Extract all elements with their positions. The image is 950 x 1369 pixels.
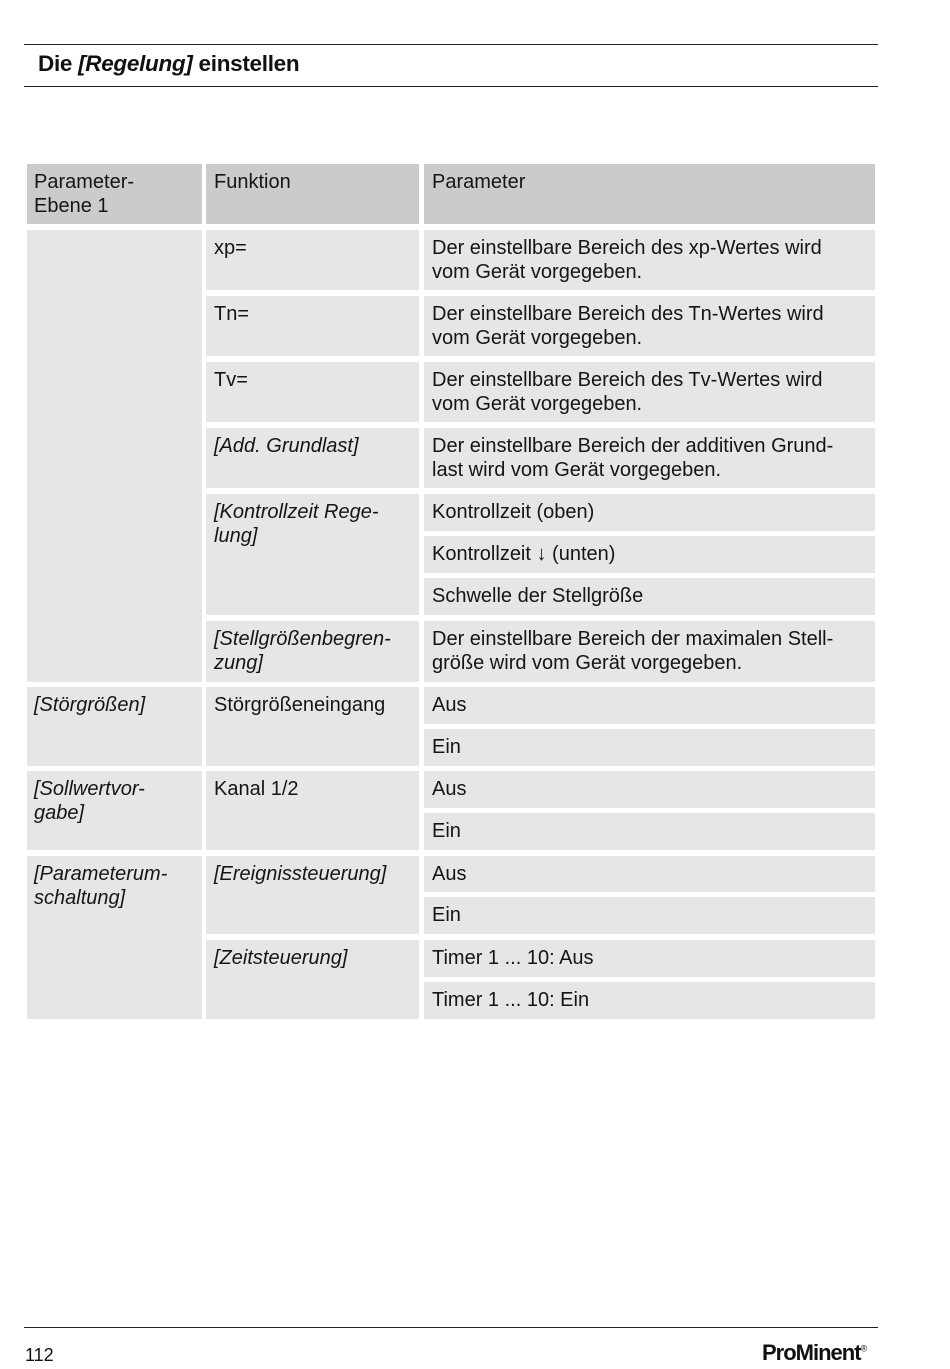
parameter-cell-tv: Der einstellbare Bereich des Tv-Wertes wird vom Gerät vorgegeben. xyxy=(424,362,875,422)
level-cell-empty xyxy=(27,230,202,682)
header-cell-level: Parameter- Ebene 1 xyxy=(27,164,202,224)
function-cell-tv: Tv= xyxy=(206,362,419,422)
header-cell-function: Funktion xyxy=(206,164,419,224)
header-rule-bottom xyxy=(24,86,878,87)
parameter-cell-stoergroessen-aus: Aus xyxy=(424,687,875,724)
parameter-cell-kontrollzeit-oben: Kontrollzeit (oben) xyxy=(424,494,875,531)
parameter-cell-schwelle: Schwelle der Stellgröße xyxy=(424,578,875,615)
parameter-cell-sollwert-ein: Ein xyxy=(424,813,875,850)
level-cell-parameterumschaltung: [Parameterum- schaltung] xyxy=(27,856,202,1019)
page-title-italic: [Regelung] xyxy=(78,51,193,76)
parameter-cell-timer-aus: Timer 1 ... 10: Aus xyxy=(424,940,875,977)
page-number: 112 xyxy=(25,1345,54,1365)
function-cell-kontrollzeit: [Kontrollzeit Rege- lung] xyxy=(206,494,419,615)
footer-rule xyxy=(24,1327,878,1328)
parameter-cell-stoergroessen-ein: Ein xyxy=(424,729,875,766)
function-cell-tn: Tn= xyxy=(206,296,419,356)
level-cell-stoergroessen: [Störgrößen] xyxy=(27,687,202,766)
function-cell-xp: xp= xyxy=(206,230,419,290)
parameter-cell-timer-ein: Timer 1 ... 10: Ein xyxy=(424,982,875,1019)
prominent-logo: ProMinent® xyxy=(762,1340,868,1365)
parameter-cell-xp: Der einstellbare Bereich des xp-Wertes wird vom Gerät vorgegeben. xyxy=(424,230,875,290)
parameter-cell-sollwert-aus: Aus xyxy=(424,771,875,808)
function-cell-stellgroessenbegrenzung: [Stellgrößenbegren- zung] xyxy=(206,621,419,682)
parameter-cell-ereignis-ein: Ein xyxy=(424,897,875,934)
function-cell-grundlast: [Add. Grundlast] xyxy=(206,428,419,488)
function-cell-ereignissteuerung: [Ereignissteuerung] xyxy=(206,856,419,934)
parameter-cell-stellgroessenbegrenzung: Der einstellbare Bereich der maximalen Stell- größe wird vom Gerät vorgegeben. xyxy=(424,621,875,682)
parameter-cell-grundlast: Der einstellbare Bereich der additiven Grund- last wird vom Gerät vorgegeben. xyxy=(424,428,875,488)
level-cell-sollwertvorgabe: [Sollwertvor- gabe] xyxy=(27,771,202,850)
parameter-cell-kontrollzeit-unten: Kontrollzeit ↓ (unten) xyxy=(424,536,875,573)
function-cell-stoergroesseneingang: Störgrößeneingang xyxy=(206,687,419,766)
header-rule-top xyxy=(24,44,878,45)
parameter-cell-ereignis-aus: Aus xyxy=(424,856,875,892)
header-cell-parameter: Parameter xyxy=(424,164,875,224)
parameter-cell-tn: Der einstellbare Bereich des Tn-Wertes wird vom Gerät vorgegeben. xyxy=(424,296,875,356)
function-cell-zeitsteuerung: [Zeitsteuerung] xyxy=(206,940,419,1019)
function-cell-kanal: Kanal 1/2 xyxy=(206,771,419,850)
page-title: Die [Regelung] einstellen xyxy=(38,51,300,76)
